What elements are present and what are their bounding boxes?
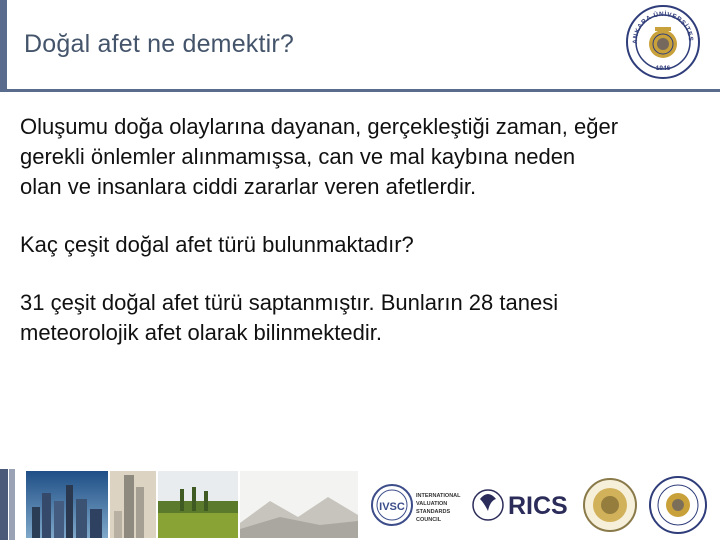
university-seal-logo <box>625 4 701 80</box>
landscape-photo <box>158 471 238 538</box>
title-accent-bar <box>0 0 7 92</box>
ivsc-line-4: COUNCIL <box>416 517 442 523</box>
partner-logos-graphic <box>360 471 720 538</box>
footer-strip <box>0 469 720 540</box>
slide-body <box>20 112 620 376</box>
title-divider <box>7 89 720 92</box>
answer-paragraph: 31 çeşit doğal afet türü saptanmıştır. Bunların 28 tanesi meteorolojik afet olarak bilinmektedir. <box>20 290 559 345</box>
ivsc-line-2: VALUATION <box>416 501 448 507</box>
svg-text:1946: 1946 <box>655 65 671 72</box>
title-rule-tick <box>0 84 7 92</box>
slide-header <box>0 0 720 92</box>
mountain-photo <box>240 471 358 538</box>
ivsc-line-3: STANDARDS <box>416 509 451 515</box>
rics-logo-text: RICS <box>508 492 568 520</box>
definition-paragraph: Oluşumu doğa olaylarına dayanan, gerçekleştiği zaman, eğer gerekli önlemler alınmamışsa, can ve mal kaybına neden olan ve insanlara ciddi zararlar veren afetlerdir. <box>20 114 619 199</box>
partner-logos <box>360 471 720 538</box>
footer-accent-bar-light <box>9 469 15 540</box>
city-skyline-photo <box>26 471 108 538</box>
ivsc-logo-text: IVSC <box>379 501 405 513</box>
question-paragraph: Kaç çeşit doğal afet türü bulunmaktadır? <box>20 232 414 257</box>
svg-text:ANKARA ÜNİVERSİTESİ: ANKARA ÜNİVERSİTES <box>631 10 695 45</box>
footer-accent-bar <box>0 469 8 540</box>
tower-photo <box>110 471 156 538</box>
ivsc-line-1: INTERNATIONAL <box>416 493 461 499</box>
slide-title: Doğal afet ne demektir? <box>24 30 295 58</box>
